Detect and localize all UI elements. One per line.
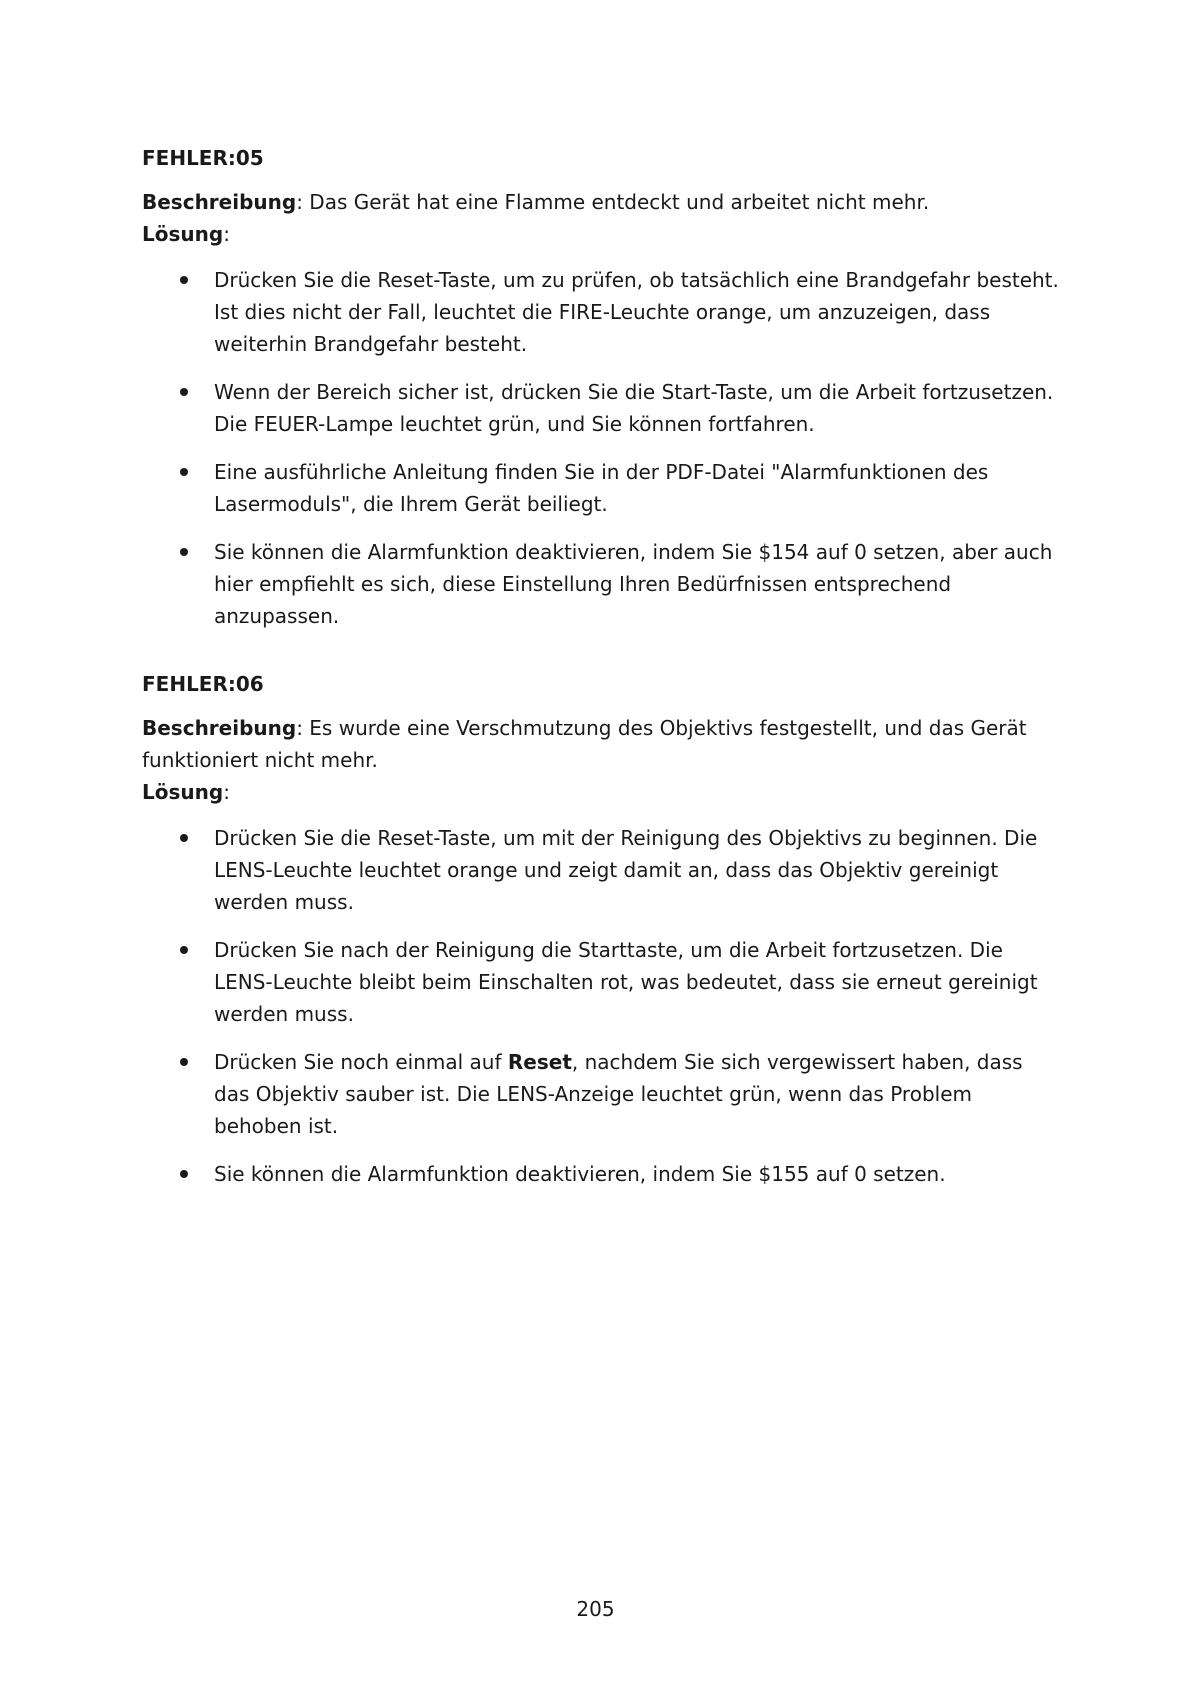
solution-line (142, 218, 1062, 250)
list-item-text: Eine ausführliche Anleitung finden Sie in der PDF-Datei "Alarmfunktionen des Lasermoduls", die Ihrem Gerät beiliegt. (214, 460, 989, 516)
solution-label: Lösung (142, 222, 224, 246)
list-item-text: Drücken Sie nach der Reinigung die Starttaste, um die Arbeit fortzusetzen. Die LENS-Leuchte bleibt beim Einschalten rot, was bedeutet, dass sie erneut gereinigt werden muss. (214, 938, 1038, 1026)
bullet-icon (180, 834, 188, 842)
description-line (142, 712, 1062, 776)
bullet-icon (180, 1058, 188, 1066)
list-item-text: Wenn der Bereich sicher ist, drücken Sie die Start-Taste, um die Arbeit fortzusetzen. Die FEUER-Lampe leuchtet grün, und Sie können fortfahren. (214, 380, 1054, 436)
bullet-icon (180, 1170, 188, 1178)
reset-emphasis: Reset (507, 1050, 572, 1074)
error-heading: FEHLER:06 (142, 672, 264, 696)
solution-suffix: : (223, 780, 230, 804)
description-label: Beschreibung (142, 716, 297, 740)
solution-suffix: : (223, 222, 230, 246)
error-heading: FEHLER:05 (142, 146, 264, 170)
list-item-text: Drücken Sie die Reset-Taste, um zu prüfen, ob tatsächlich eine Brandgefahr besteht. Ist dies nicht der Fall, leuchtet die FIRE-Leuchte orange, um anzuzeigen, dass weiterhin Brandgefahr besteht. (214, 268, 1059, 356)
list-item (214, 1158, 1062, 1190)
list-item-text: Sie können die Alarmfunktion deaktivieren, indem Sie $154 auf 0 setzen, aber auch hier empfiehlt es sich, diese Einstellung Ihren Bedürfnissen entsprechend anzupassen. (214, 540, 1053, 628)
description-text: : Es wurde eine Verschmutzung des Objektivs festgestellt, und das Gerät funktioniert nicht mehr. (142, 716, 1027, 772)
description-label: Beschreibung (142, 190, 297, 214)
description-text: : Das Gerät hat eine Flamme entdeckt und arbeitet nicht mehr. (296, 190, 930, 214)
bullet-icon (180, 946, 188, 954)
list-item-text-before: Drücken Sie noch einmal auf (214, 1050, 508, 1074)
list-item (214, 536, 1062, 632)
bullet-icon (180, 548, 188, 556)
bullet-icon (180, 468, 188, 476)
error-section-05 (142, 142, 1062, 648)
solution-label: Lösung (142, 780, 224, 804)
list-item (214, 264, 1062, 360)
solution-list (142, 264, 1062, 632)
description-line (142, 186, 1062, 218)
list-item (214, 822, 1062, 918)
list-item-text: Sie können die Alarmfunktion deaktivieren, indem Sie $155 auf 0 setzen. (214, 1162, 946, 1186)
list-item-text: Drücken Sie die Reset-Taste, um mit der Reinigung des Objektivs zu beginnen. Die LENS-Leuchte leuchtet orange und zeigt damit an, dass das Objektiv gereinigt werden muss. (214, 826, 1038, 914)
list-item (214, 376, 1062, 440)
list-item (214, 1046, 1062, 1142)
solution-list (142, 822, 1062, 1190)
bullet-icon (180, 388, 188, 396)
list-item (214, 934, 1062, 1030)
list-item (214, 456, 1062, 520)
error-section-06 (142, 668, 1062, 1206)
solution-line (142, 776, 1062, 808)
list-item-text-after: , nachdem Sie sich vergewissert haben, dass das Objektiv sauber ist. Die LENS-Anzeige leuchtet grün, wenn das Problem behoben ist. (214, 1050, 1023, 1138)
bullet-icon (180, 276, 188, 284)
page-number: 205 (576, 1597, 615, 1621)
